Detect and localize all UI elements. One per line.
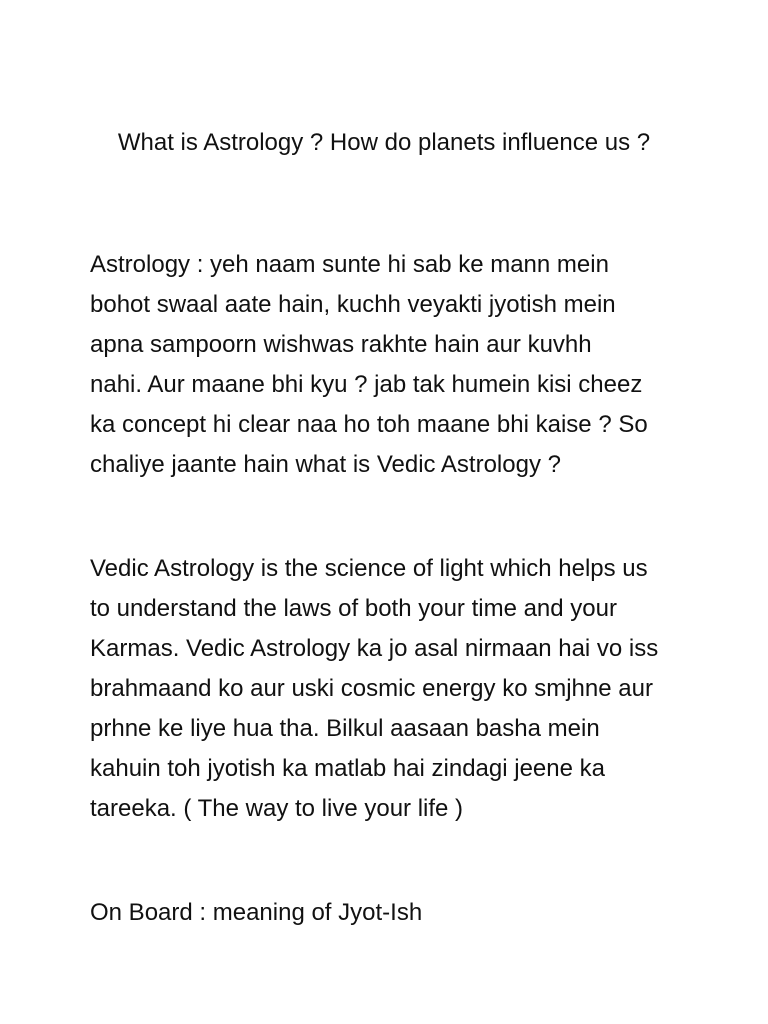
paragraph-astrology-intro xyxy=(90,245,690,485)
paragraph-line: Karmas. Vedic Astrology ka jo asal nirmaan hai vo iss xyxy=(90,635,659,662)
paragraph-line: bohot swaal aate hain, kuchh veyakti jyotish mein xyxy=(90,291,616,318)
paragraph-line: Vedic Astrology is the science of light which helps us xyxy=(90,555,648,582)
paragraph-line: nahi. Aur maane bhi kyu ? jab tak humein kisi cheez xyxy=(90,371,643,398)
paragraph-line: kahuin toh jyotish ka matlab hai zindagi jeene ka xyxy=(90,755,605,782)
paragraph-line: apna sampoorn wishwas rakhte hain aur kuvhh xyxy=(90,331,592,358)
paragraph-line: On Board : meaning of Jyot-Ish xyxy=(90,899,423,926)
paragraph-line: tareeka. ( The way to live your life ) xyxy=(90,795,464,822)
document-title: What is Astrology ? How do planets influence us ? xyxy=(117,129,651,156)
paragraph-line: brahmaand ko aur uski cosmic energy ko smjhne aur xyxy=(90,675,653,702)
paragraph-line: prhne ke liye hua tha. Bilkul aasaan basha mein xyxy=(90,715,600,742)
paragraph-line: Astrology : yeh naam sunte hi sab ke mann mein xyxy=(90,251,609,278)
paragraph-line: chaliye jaante hain what is Vedic Astrology ? xyxy=(90,451,561,478)
paragraph-line: to understand the laws of both your time and your xyxy=(90,595,617,622)
paragraph-line: ka concept hi clear naa ho toh maane bhi kaise ? So xyxy=(90,411,648,438)
paragraph-on-board xyxy=(90,893,690,933)
paragraph-vedic-astrology xyxy=(90,549,690,829)
